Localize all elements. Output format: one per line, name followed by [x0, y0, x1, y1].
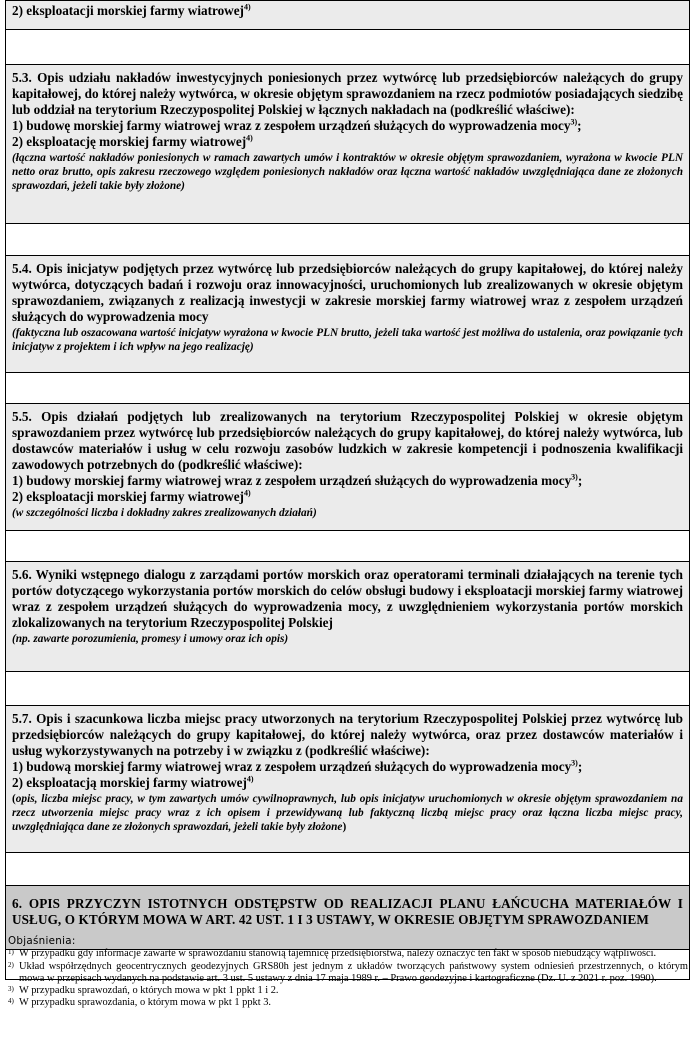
answer-field-5-7[interactable]: [5, 853, 690, 886]
section-6-heading: 6. OPIS PRZYCZYN ISTOTNYCH ODSTĘPSTW OD REALIZACJI PLANU ŁAŃCUCHA MATERIAŁÓW I USŁUG, O KTÓRYM MOWA W ART. 42 UST. 1 I 3 USTAWY, W OKRESIE OBJĘTYM SPRAWOZDANIEM: [12, 896, 683, 927]
answer-field-5-4[interactable]: [5, 373, 690, 404]
section-5-7-heading: 5.7. Opis i szacunkowa liczba miejsc pracy utworzonych na terytorium Rzeczypospolitej Polskiej przez wytwórcę lub przedsiębiorców należących do grupy kapitałowej, do której należy wytwórca, oraz przez dostawców materiałów i usług wykorzystywanych na potrzeby i w związku z (podkreślić właściwe):: [12, 711, 683, 758]
section-5-3: [5, 65, 690, 224]
section-5-3-note: (łączna wartość nakładów poniesionych w ramach zawartych umów i kontraktów w okresie objętym sprawozdaniem, wyrażona w kwocie PLN netto oraz brutto, opis zakresu rzeczowego względem poniesionych nakładów oraz łączna wartość nakładów uwzględniająca dane ze złożonych sprawozdań, jeżeli takie były złożone): [12, 152, 683, 192]
header-row-text: 2) eksploatacji morskiej farmy wiatrowej$^{4)}$: [12, 2, 251, 18]
form-page: [5, 0, 690, 980]
section-5-6-note: (np. zawarte porozumienia, promesy i umowy oraz ich opis): [12, 633, 289, 645]
section-5-3-option-2[interactable]: 2) eksploatację morskiej farmy wiatrowej$^{4)}$: [12, 133, 253, 149]
section-5-6-heading: 5.6. Wyniki wstępnego dialogu z zarządami portów morskich oraz operatorami terminali działających na terenie tych portów dotyczącego wykorzystania portów morskich do celów obsługi budowy i eksploatacji morskiej farmy wiatrowej wraz z zespołem urządzeń służących do wyprowadzenia mocy, z uwzględnieniem wykorzystania portów morskich zlokalizowanych na terytorium Rzeczypospolitej Polskiej: [12, 567, 683, 630]
section-5-5: [5, 404, 690, 531]
footnote-2: 2) Układ współrzędnych geocentrycznych geodezyjnych GRS80h jest jednym z układów tworzących państwowy system odniesień przestrzennych, o którym mowa w przepisach wydanych na podstawie art. 3 ust. 5 ustawy z dnia 17 maja 1989 r. – Prawo geodezyjne i kartograficzne (Dz. U. z 2021 r. poz. 1990).: [8, 960, 688, 984]
section-5-3-option-1[interactable]: 1) budowę morskiej farmy wiatrowej wraz z zespołem urządzeń służących do wyprowadzenia mocy$^{3)}$;: [12, 117, 582, 133]
section-5-5-option-2[interactable]: 2) eksploatacji morskiej farmy wiatrowej$^{4)}$: [12, 488, 251, 504]
footnotes-title: Objaśnienia:: [8, 935, 76, 947]
section-5-5-note: (w szczególności liczba i dokładny zakres zrealizowanych działań): [12, 507, 317, 519]
footnotes: [8, 935, 688, 1010]
section-5-7: [5, 706, 690, 853]
section-5-7-note: (opis, liczba miejsc pracy, w tym zawartych umów cywilnoprawnych, lub opis inicjatyw uruchomionych w okresie objętym sprawozdaniem na rzecz utworzenia miejsc pracy wraz z ich opisem i przewidywaną lub faktyczną liczbą miejsc pracy oraz łączna liczba miejsc pracy, uwzględniająca dane ze złożonych sprawozdań, jeżeli takie były złożone): [12, 793, 683, 833]
section-5-4: [5, 256, 690, 373]
footnote-1: 1) W przypadku gdy informacje zawarte w sprawozdaniu stanowią tajemnicę przedsiębiorstwa, należy oznaczyć ten fakt w sposób niebudzący wątpliwości.: [8, 948, 657, 960]
section-5-7-option-2[interactable]: 2) eksploatacją morskiej farmy wiatrowej$^{4)}$: [12, 774, 254, 790]
section-5-7-option-1[interactable]: 1) budową morskiej farmy wiatrowej wraz z zespołem urządzeń służących do wyprowadzenia mocy$^{3)}$;: [12, 758, 583, 774]
footnote-3: 3) W przypadku sprawozdań, o których mowa w pkt 1 ppkt 1 i 2.: [8, 985, 279, 997]
section-5-3-heading: 5.3. Opis udziału nakładów inwestycyjnych poniesionych przez wytwórcę lub przedsiębiorców należących do grupy kapitałowej, do której należy wytwórca, w okresie objętym sprawozdaniem na rzecz podmiotów posiadających siedzibę lub oddział na terytorium Rzeczypospolitej Polskiej w łącznych nakładach na (podkreślić właściwe):: [12, 70, 683, 117]
footnote-4: 4) W przypadku sprawozdania, o którym mowa w pkt 1 ppkt 3.: [8, 997, 272, 1009]
section-5-5-option-1[interactable]: 1) budowy morskiej farmy wiatrowej wraz z zespołem urządzeń służących do wyprowadzenia mocy$^{3)}$;: [12, 472, 583, 488]
answer-field-5-5[interactable]: [5, 531, 690, 562]
section-5-4-heading: 5.4. Opis inicjatyw podjętych przez wytwórcę lub przedsiębiorców należących do grupy kapitałowej, do której należy wytwórca, dotyczących badań i rozwoju oraz innowacyjności, uruchomionych lub zrealizowanych w okresie objętym sprawozdaniem, związanych z realizacją inwestycji w zakresie morskiej farmy wiatrowej wraz z zespołem urządzeń służących do wyprowadzenia mocy: [12, 261, 683, 324]
answer-field-5-3[interactable]: [5, 224, 690, 256]
answer-field-5-6[interactable]: [5, 672, 690, 706]
section-5-6: [5, 562, 690, 672]
header-row: [5, 0, 690, 30]
section-5-5-heading: 5.5. Opis działań podjętych lub zrealizowanych na terytorium Rzeczypospolitej Polskiej w okresie objętym sprawozdaniem przez wytwórcę lub przedsiębiorców należących do grupy kapitałowej, do której należy wytwórca, lub dostawców materiałów i usług w celu rozwoju zasobów ludzkich w zakresie kompetencji i podnoszenia kwalifikacji zawodowych potrzebnych do (podkreślić właściwe):: [12, 409, 683, 472]
answer-field-header[interactable]: [5, 30, 690, 65]
section-5-4-note: (faktyczna lub oszacowana wartość inicjatyw wyrażona w kwocie PLN brutto, jeżeli taka wartość jest możliwa do ustalenia, oraz powiązanie tych inicjatyw z projektem i ich wpływ na jego realizację): [12, 327, 683, 353]
